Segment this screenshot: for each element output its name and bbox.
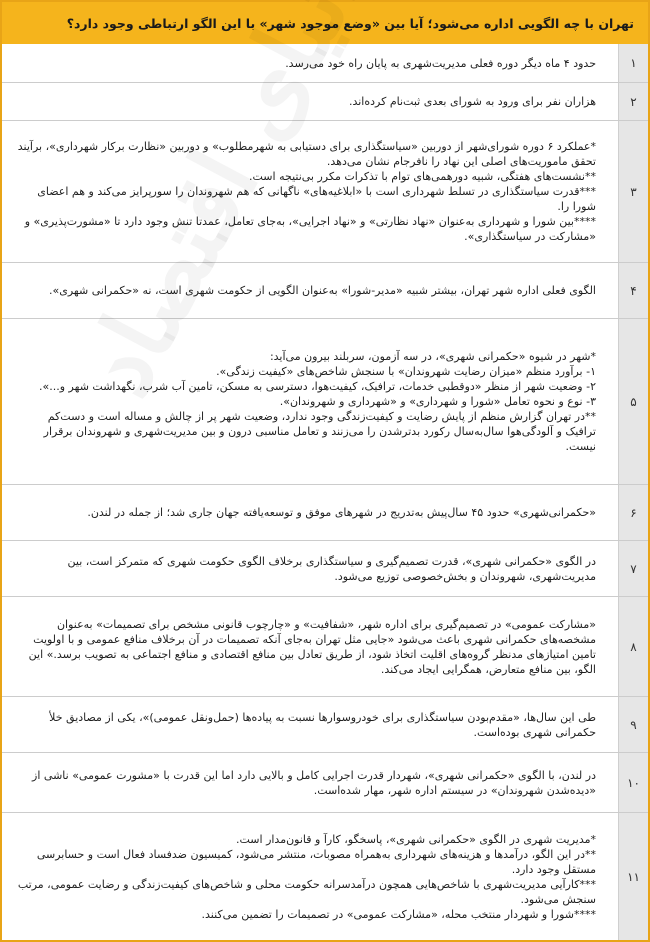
header-title: تهران با چه الگویی اداره می‌شود؛ آیا بین «وضع موجود شهر» با این الگو ارتباطی وجود دارد؟: [66, 15, 634, 31]
table-row: [2, 596, 648, 696]
row-text-cell: [2, 485, 610, 540]
row-text-cell: [2, 813, 610, 940]
row-number: ۸: [618, 597, 648, 696]
table-row: [2, 262, 648, 318]
table-row: [2, 120, 648, 262]
row-text: در لندن، با الگوی «حکمرانی شهری»، شهردار قدرت اجرایی کامل و بالایی دارد اما این قدرت با «مشورت عمومی» ناشی از «دیده‌شدن شهروندان» در سیستم اداره شهر، مهار شده‌است.: [32, 768, 596, 797]
row-number: ۱۰: [618, 753, 648, 812]
row-text-cell: [2, 319, 610, 484]
row-text-cell: [2, 541, 610, 596]
row-number: ۳: [618, 121, 648, 262]
row-text: «مشارکت عمومی» در تصمیم‌گیری برای اداره شهر، «شفافیت» و «چارچوب قانونی مشخص برای تصمیمات» به‌عنوان مشخصه‌های حکمرانی شهری باعث می‌شود «جایی مثل تهران به‌جای آنکه تصمیمات در آن برخلاف منافع عمومی و با اولویت تامین امتیازهای مدنظر گروه‌های اقلیت اتخاذ شود، از طریق تعادل بین منافع اقتصادی و منافع اجتماعی به تصویب برسد.» این الگو، بین منافع متعارض، همگرایی ایجاد می‌کند.: [28, 617, 596, 676]
row-number: ۱۱: [618, 813, 648, 940]
row-text: در الگوی «حکمرانی شهری»، قدرت تصمیم‌گیری و سیاستگذاری برخلاف الگوی حکومت شهری که متمرکز است، بین مدیریت‌شهری، شهروندان و بخش‌خصوصی توزیع می‌شود.: [67, 554, 596, 583]
row-text-cell: [2, 121, 610, 262]
row-number: ۵: [618, 319, 648, 484]
row-text: حدود ۴ ماه دیگر دوره فعلی مدیریت‌شهری به پایان راه خود می‌رسد.: [285, 56, 596, 70]
row-text: *مدیریت شهری در الگوی «حکمرانی شهری»، پاسخگو، کارآ و قانون‌مدار است. **در این الگو، درآمدها و هزینه‌های شهرداری به‌همراه مصوبات، منتشر می‌شود، کمیسیون ضدفساد فعال است و حسابرسی مستقل وجود دارد. ***کارآیی مدیریت‌شهری با شاخص‌هایی همچون درآمدسرانه حکومت محلی و شاخص‌های کیفیت‌زندگی و رضایت عمومی، مرتب سنجش می‌شود. ****شورا و شهردار منتخب محله، «مشارکت عمومی» در تصمیمات را تضمین می‌کنند.: [17, 832, 596, 921]
row-text: *شهر در شیوه «حکمرانی شهری»، در سه آزمون، سربلند بیرون می‌آید: ۱- برآورد منظم «میزان رضایت شهروندان» با سنجش شاخص‌های «کیفیت زندگی». ۲- وضعیت شهر از منظر «دوقطبی خدمات، ترافیک، کیفیت‌هوا، دسترسی به مسکن، تامین آب شرب، نگهداشت شهر و...». ۳- نوع و نحوه تعامل «شورا و شهرداری» و «شهرداری و شهروندان». **در تهران گزارش منظم از پایش رضایت و کیفیت‌زندگی وجود ندارد، وضعیت شهر پر از چالش و مساله است و دست‌کم ترافیک و آلودگی‌هوا سال‌به‌سال رکورد بدترشدن را می‌زنند و تعامل مناسبی درون و بین مدیریت‌شهری و شهروندان برقرار نیست.: [39, 350, 596, 453]
table-row: [2, 812, 648, 940]
row-text: الگوی فعلی اداره شهر تهران، بیشتر شبیه «مدیر-شورا» به‌عنوان الگویی از حکومت شهری است، نه «حکمرانی شهری».: [49, 284, 596, 297]
row-text-cell: [2, 44, 610, 82]
rows-container: [2, 44, 648, 940]
row-text-cell: [2, 83, 610, 120]
table-row: [2, 484, 648, 540]
row-number: ۱: [618, 44, 648, 82]
row-text: *عملکرد ۶ دوره شورای‌شهر از دوربین «سیاستگذاری برای دستیابی به شهرمطلوب» و دوربین «نظارت برکار شهرداری»، برآیند تحقق ماموریت‌های اصلی این نهاد را نافرجام نشان می‌دهد. **نشست‌های هفتگی، شبیه دورهمی‌های توام با تذکرات مکرر بی‌نتیجه است. ***قدرت سیاستگذاری در تسلط شهرداری است با «ابلاغیه‌های» ناگهانی که هم شهروندان را سورپرایز می‌کند و هم اعضای شورا را. ****بین شورا و شهرداری به‌عنوان «نهاد نظارتی» و «نهاد اجرایی»، به‌جای تعامل، عمدتا تنش وجود دارد تا «مشورت‌پذیری» و «مشارکت در سیاستگذاری».: [17, 140, 596, 243]
row-text-cell: [2, 697, 610, 752]
row-text: هزاران نفر برای ورود به شورای بعدی ثبت‌نام کرده‌اند.: [348, 95, 596, 108]
table-row: [2, 696, 648, 752]
table-row: [2, 318, 648, 484]
row-text-cell: [2, 263, 610, 318]
row-number: ۹: [618, 697, 648, 752]
table-header: [2, 2, 648, 44]
row-text-cell: [2, 597, 610, 696]
table-row: [2, 82, 648, 120]
row-text: طی این سال‌ها، «مقدم‌بودن سیاستگذاری برای خودروسوارها نسبت به پیاده‌ها (حمل‌ونقل عمومی)»، یکی از مصادیق خلأ حکمرانی شهری بوده‌است.: [49, 710, 596, 739]
row-text-cell: [2, 753, 610, 812]
table-row: [2, 540, 648, 596]
row-number: ۲: [618, 83, 648, 120]
table-row: [2, 44, 648, 82]
row-number: ۴: [618, 263, 648, 318]
row-number: ۷: [618, 541, 648, 596]
row-number: ۶: [618, 485, 648, 540]
table-row: [2, 752, 648, 812]
row-text: «حکمرانی‌شهری» حدود ۴۵ سال‌پیش به‌تدریج در شهرهای موفق و توسعه‌یافته جهان جاری شد؛ از جمله در لندن.: [87, 506, 596, 519]
